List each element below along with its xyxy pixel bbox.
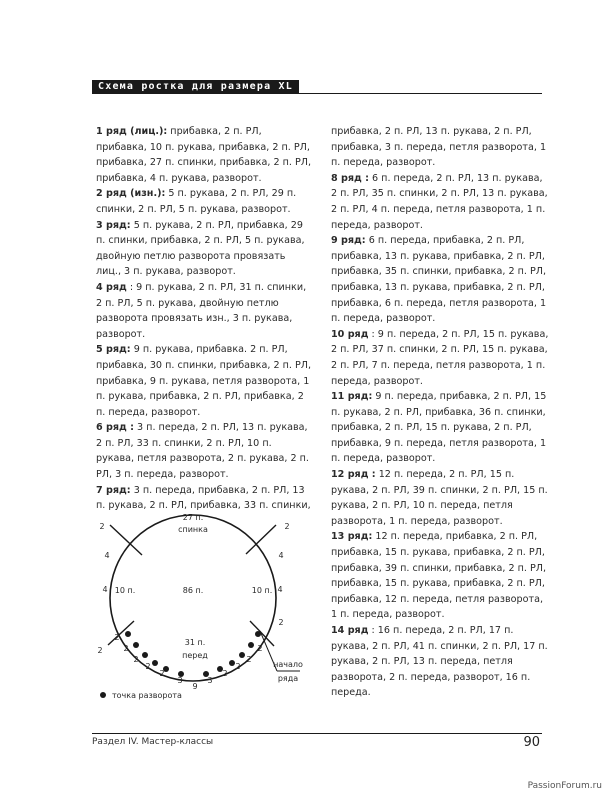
instruction-row [331,124,549,171]
watermark: PassionForum.ru [527,781,602,791]
row-text: 6 п. переда, 2 п. РЛ, 13 п. рукава, 2 п. РЛ, 35 п. спинки, 2 п. РЛ, 13 п. рукава, 2 п. РЛ, 4 п. переда, петля разворота, 1 п. переда, разворот. [331,172,548,231]
row-label: 9 ряд: [331,235,366,247]
total-count: 86 п. [182,586,204,595]
side-mark: 4 [277,585,283,594]
start-row-label: ряда [277,674,299,683]
row-text: 3 п. переда, 2 п. РЛ, 13 п. рукава, 2 п. РЛ, 33 п. спинки, 2 п. РЛ, 10 п. рукава, петля разворота, 2 п. рукава, 2 п. РЛ, 3 п. переда, разворот. [96,422,309,481]
row-text: прибавка, 2 п. РЛ, 13 п. рукава, 2 п. РЛ, прибавка, 3 п. переда, петля разворота, 1 п. переда, разворот. [331,126,547,169]
row-label: 10 ряд [331,328,369,340]
left-text-column [96,124,312,514]
front-count: 31 п. [184,638,206,647]
bottom-mark: 2 [114,633,120,642]
row-label: 8 ряд : [331,172,369,184]
turn-dot [255,631,261,637]
row-label: 4 ряд [96,281,127,293]
back-count: 27 п. [182,513,204,522]
turn-dot [142,652,148,658]
row-label: 2 ряд (изн.): [96,188,166,200]
bottom-mark: 2 [222,669,228,678]
row-label: 13 ряд: [331,531,373,543]
section-header [92,80,542,94]
footer-rule [92,733,542,734]
instruction-row [331,233,549,327]
legend-dot-icon [100,692,106,698]
instruction-row [96,342,312,420]
turn-dot [152,660,158,666]
instruction-row [331,623,549,701]
bottom-mark: 2 [159,669,165,678]
side-mark: 2 [99,522,105,531]
back-label: спинка [178,525,208,534]
page-number: 90 [523,735,540,750]
right-sleeve-count: 10 п. [251,586,273,595]
instruction-row [331,171,549,233]
raglan-diagram [82,503,322,703]
bottom-mark: 3 [207,676,213,685]
row-label: 11 ряд: [331,391,373,403]
bottom-mark: 2 [145,662,151,671]
instruction-row [96,124,312,186]
bottom-mark: 2 [133,655,139,664]
instruction-row [96,186,312,217]
row-label: 14 ряд [331,625,369,636]
turn-dot [125,631,131,637]
row-label: 7 ряд: [96,484,131,496]
side-mark: 4 [102,585,108,594]
right-text-column [331,124,549,701]
turn-dot [239,652,245,658]
section-title: Схема ростка для размера XL [92,80,299,94]
bottom-mark: 2 [123,644,129,653]
row-label: 5 ряд: [96,344,131,356]
turn-dot [133,642,139,648]
row-text: 12 п. переда, прибавка, 2 п. РЛ, прибавка, 15 п. рукава, прибавка, 2 п. РЛ, прибавка, 39 п. спинки, прибавка, 2 п. РЛ, прибавка, 15 п. рукава, прибавка, 2 п. РЛ, прибавка, 12 п. переда, петля разворота, 1 п. переда, разворот. [331,531,547,621]
instruction-row [96,420,312,482]
turn-dot [229,660,235,666]
row-text: : 16 п. переда, 2 п. РЛ, 17 п. рукава, 2 п. РЛ, 41 п. спинки, 2 п. РЛ, 17 п. рукава, 2 п. РЛ, 13 п. переда, петля разворота, 2 п. переда, разворот, 16 п. переда. [331,625,548,699]
footer-section: Раздел IV. Мастер-классы [92,737,214,747]
bottom-mark: 3 [177,676,183,685]
turn-dot [248,642,254,648]
instruction-row [331,467,549,529]
row-text: 9 п. рукава, прибавка. 2 п. РЛ, прибавка, 30 п. спинки, прибавка, 2 п. РЛ, прибавка, 9 п. рукава, петля разворота, 1 п. рукава, прибавка, 2 п. РЛ, прибавка, 2 п. переда, разворот. [96,344,312,418]
legend-label: точка разворота [112,691,182,700]
row-text: 5 п. рукава, 2 п. РЛ, прибавка, 29 п. спинки, прибавка, 2 п. РЛ, 5 п. рукава, двойную петлю разворота провязать лиц., 3 п. рукава, разворот. [96,219,305,278]
instruction-row [331,389,549,467]
raglan-line-bottom-right [250,621,274,646]
side-mark: 2 [284,522,290,531]
start-row-label: начало [273,660,303,669]
row-text: 3 п. переда, прибавка, 2 п. РЛ, 13 п. рукава, 2 п. РЛ, прибавка, 33 п. спинки, [96,484,311,512]
instruction-row [331,327,549,389]
row-text: 12 п. переда, 2 п. РЛ, 15 п. рукава, 2 п. РЛ, 39 п. спинки, 2 п. РЛ, 15 п. рукава, 2 п. РЛ, 10 п. переда, петля разворота, 1 п. переда, разворот. [331,469,548,527]
raglan-diagram-svg [82,503,322,703]
side-mark: 2 [97,646,103,655]
instruction-row [331,529,549,623]
side-mark: 4 [278,551,284,560]
row-text: 6 п. переда, прибавка, 2 п. РЛ, прибавка, 13 п. рукава, прибавка, 2 п. РЛ, прибавка, 35 п. спинки, прибавка, 2 п. РЛ, прибавка, 13 п. рукава, прибавка, 2 п. РЛ, прибавка, 6 п. переда, петля разворота, 1 п. переда, разворот. [331,235,547,325]
side-mark: 2 [278,618,284,627]
bottom-mark: 2 [246,655,252,664]
row-label: 6 ряд : [96,422,134,434]
raglan-line-top-left [110,525,142,555]
instruction-row [96,218,312,280]
row-text: прибавка, 2 п. РЛ, прибавка, 10 п. рукава, прибавка, 2 п. РЛ, прибавка, 27 п. спинки, прибавка, 2 п. РЛ, прибавка, 4 п. рукава, разворот. [96,126,312,184]
instruction-row [96,280,312,342]
bottom-mark: 2 [235,662,241,671]
row-text: : 9 п. переда, 2 п. РЛ, 15 п. рукава, 2 п. РЛ, 37 п. спинки, 2 п. РЛ, 15 п. рукава, 2 п. РЛ, 7 п. переда, петля разворота, 1 п. переда, разворот. [331,328,549,387]
left-sleeve-count: 10 п. [114,586,136,595]
row-text: : 9 п. рукава, 2 п. РЛ, 31 п. спинки, 2 п. РЛ, 5 п. рукава, двойную петлю разворота провязать изн., 3 п. рукава, разворот. [96,281,307,340]
row-label: 3 ряд: [96,219,131,231]
header-rule [92,93,542,94]
front-label: перед [182,651,208,660]
row-label: 12 ряд : [331,469,376,481]
row-text: 9 п. переда, прибавка, 2 п. РЛ, 15 п. рукава, 2 п. РЛ, прибавка, 36 п. спинки, прибавка, 2 п. РЛ, 15 п. рукава, 2 п. РЛ, прибавка, 9 п. переда, петля разворота, 1 п. переда, разворот. [331,391,547,465]
row-text: 5 п. рукава, 2 п. РЛ, 29 п. спинки, 2 п. РЛ, 5 п. рукава, разворот. [96,188,297,215]
bottom-mark: 2 [257,644,263,653]
bottom-mark: 9 [192,682,198,691]
side-mark: 4 [104,551,110,560]
row-label: 1 ряд (лиц.): [96,126,168,137]
